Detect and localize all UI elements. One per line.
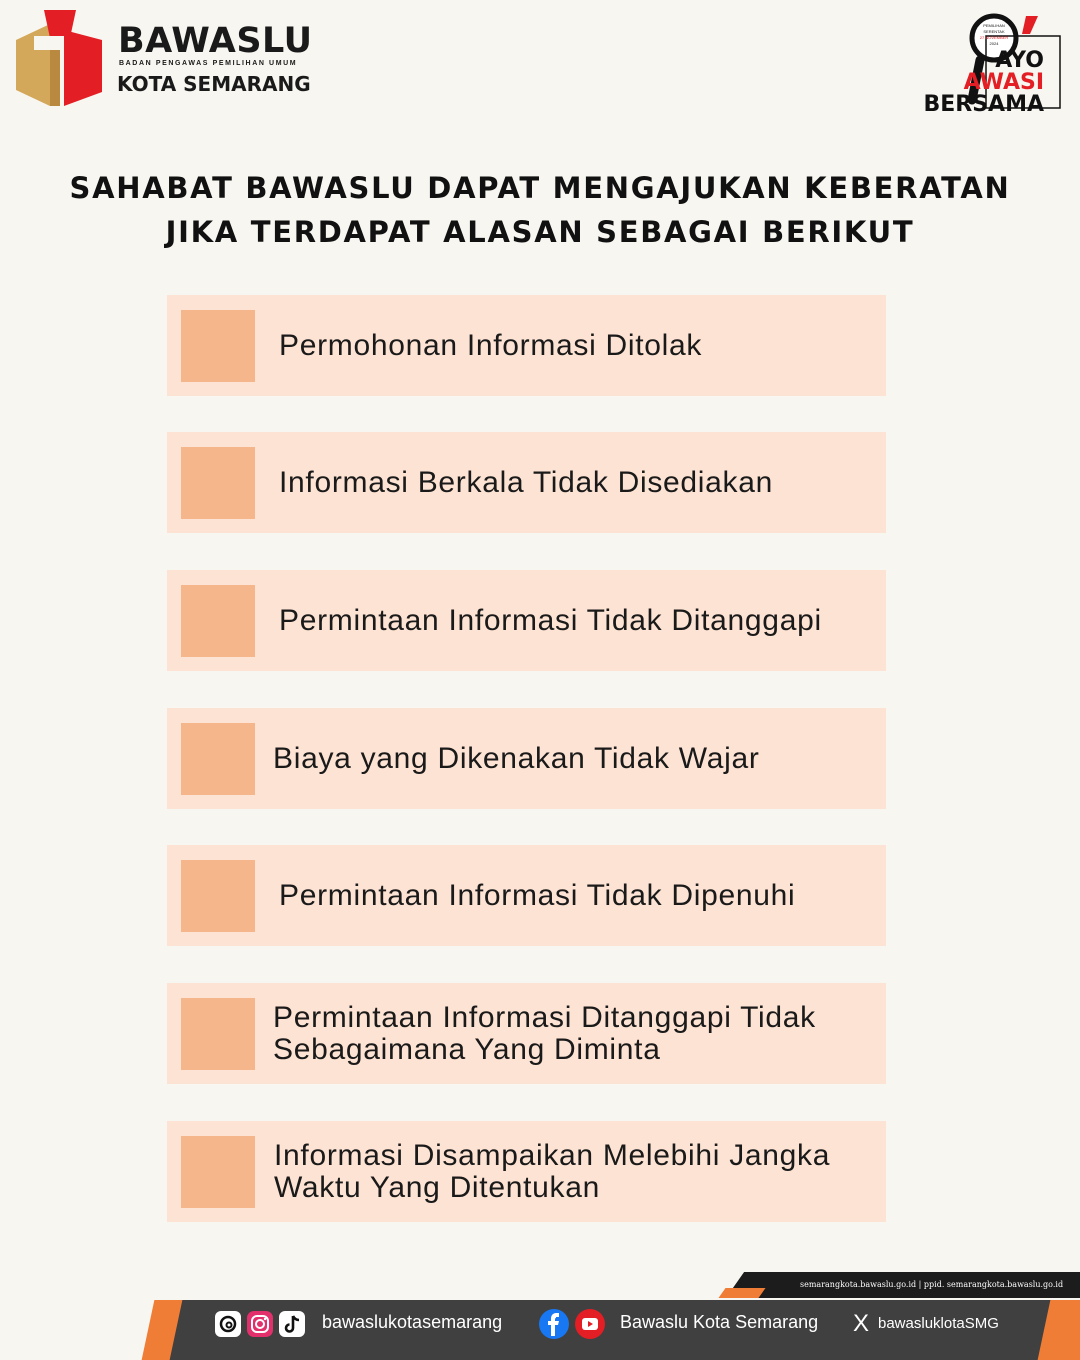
- brand-name: BAWASLU: [118, 21, 313, 61]
- item-line: Permintaan Informasi Tidak Ditanggapi: [279, 603, 822, 637]
- item-line: Sebagaimana Yang Diminta: [273, 1032, 661, 1066]
- item-text: [279, 605, 879, 637]
- x-icon[interactable]: X: [853, 1310, 870, 1337]
- item-line: Informasi Berkala Tidak Disediakan: [279, 465, 774, 499]
- website-bar-accent: [718, 1288, 765, 1298]
- item-text: [279, 467, 879, 499]
- item-line: Biaya yang Dikenakan Tidak Wajar: [273, 741, 760, 775]
- item-text: [273, 743, 873, 775]
- brand-subtitle: BADAN PENGAWAS PEMILIHAN UMUM: [119, 60, 298, 67]
- website-urls[interactable]: semarangkota.bawaslu.go.id | ppid. semarangkota.bawaslu.go.id: [800, 1280, 1064, 1289]
- item-text: [274, 1140, 874, 1204]
- page-name[interactable]: Bawaslu Kota Semarang: [620, 1312, 819, 1332]
- list-item: [167, 432, 886, 533]
- item-line: Permintaan Informasi Tidak Dipenuhi: [279, 878, 796, 912]
- list-item: [167, 570, 886, 671]
- campaign-badge: [923, 12, 1066, 117]
- page-title: [0, 166, 1080, 254]
- badge-line-1: PEMILIHAN: [983, 23, 1005, 28]
- item-line: Waktu Yang Ditentukan: [274, 1170, 600, 1204]
- badge-line-2: SERENTAK: [983, 29, 1005, 34]
- checkbox-square-icon: [181, 310, 255, 382]
- list-item: [167, 708, 886, 809]
- title-line-2: JIKA TERDAPAT ALASAN SEBAGAI BERIKUT: [165, 215, 915, 249]
- tiktok-icon[interactable]: [278, 1310, 306, 1338]
- facebook-icon[interactable]: [538, 1308, 570, 1340]
- list-item: [167, 1121, 886, 1222]
- checkbox-square-icon: [181, 1136, 255, 1208]
- brand-city: KOTA SEMARANG: [117, 72, 311, 96]
- threads-icon[interactable]: [214, 1310, 242, 1338]
- title-line-1: SAHABAT BAWASLU DAPAT MENGAJUKAN KEBERATAN: [69, 171, 1011, 205]
- item-line: Permohonan Informasi Ditolak: [279, 328, 703, 362]
- badge-line-3: 27 NOVEMBER: [979, 35, 1009, 40]
- item-line: Informasi Disampaikan Melebihi Jangka: [274, 1138, 831, 1172]
- campaign-word-3: BERSAMA: [923, 92, 1044, 117]
- youtube-icon[interactable]: [574, 1308, 606, 1340]
- checkbox-square-icon: [181, 860, 255, 932]
- item-text: [279, 330, 879, 362]
- item-line: Permintaan Informasi Ditanggapi Tidak: [273, 1000, 816, 1034]
- x-handle[interactable]: bawasluklotaSMG: [878, 1315, 999, 1332]
- checkbox-square-icon: [181, 585, 255, 657]
- list-item: [167, 845, 886, 946]
- campaign-word-1: AYO: [995, 48, 1044, 73]
- checkbox-square-icon: [181, 447, 255, 519]
- campaign-word-2: AWASI: [963, 70, 1044, 95]
- checkbox-square-icon: [181, 723, 255, 795]
- list-item: [167, 983, 886, 1084]
- badge-line-4: 2024: [989, 41, 999, 46]
- social-handle[interactable]: bawaslukotasemarang: [322, 1312, 503, 1332]
- list-item: [167, 295, 886, 396]
- checkbox-square-icon: [181, 998, 255, 1070]
- item-text: [279, 880, 879, 912]
- instagram-icon[interactable]: [246, 1310, 274, 1338]
- item-text: [273, 1002, 873, 1066]
- bawaslu-logo-icon: [14, 10, 106, 108]
